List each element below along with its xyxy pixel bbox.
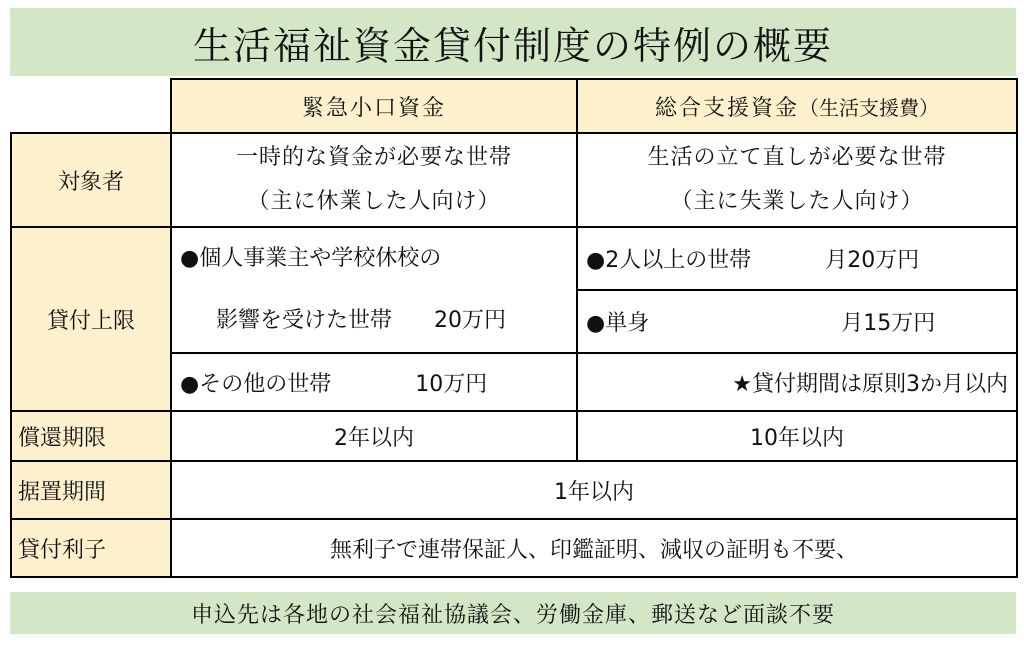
table-row-deferment xyxy=(11,461,1017,519)
target-general-line1: 生活の立て直しが必要な世帯 xyxy=(647,145,947,170)
table-row-interest xyxy=(11,519,1017,577)
table-row-limit-1 xyxy=(11,227,1017,290)
limit-general-item1-amount: 月20万円 xyxy=(825,248,920,273)
limit-general-note: ★貸付期間は原則3か月以内 xyxy=(732,371,1008,397)
target-emergency-cell xyxy=(171,133,577,227)
row-label-limit: 貸付上限 xyxy=(11,227,171,411)
target-general-line2: （主に失業した人向け） xyxy=(670,189,924,214)
limit-general-item2-cell xyxy=(577,290,1017,353)
column-header-emergency: 緊急小口資金 xyxy=(171,79,577,133)
limit-emergency-item1-cell xyxy=(171,227,577,353)
target-emergency-line2: （主に休業した人向け） xyxy=(247,189,501,214)
limit-general-item1-cell xyxy=(577,227,1017,290)
repayment-general: 10年以内 xyxy=(577,411,1017,461)
target-general-cell xyxy=(577,133,1017,227)
row-label-repayment: 償還期限 xyxy=(11,411,171,461)
limit-general-item1: ●2人以上の世帯 xyxy=(586,248,752,273)
limit-emergency-item1-line2: 影響を受けた世帯 xyxy=(216,308,393,333)
footer-note: 申込先は各地の社会福祉協議会、労働金庫、郵送など面談不要 xyxy=(10,592,1016,634)
table-row-repayment xyxy=(11,411,1017,461)
limit-general-note-cell xyxy=(577,353,1017,411)
limit-emergency-item1-line1: ●個人事業主や学校休校の xyxy=(180,246,442,271)
target-emergency-line1: 一時的な資金が必要な世帯 xyxy=(235,145,512,170)
row-label-deferment: 据置期間 xyxy=(11,461,171,519)
limit-emergency-item2: ●その他の世帯 xyxy=(180,371,332,397)
page-title: 生活福祉資金貸付制度の特例の概要 xyxy=(10,8,1016,76)
limit-emergency-item1-line2-wrap xyxy=(180,290,576,352)
table-header-row xyxy=(11,79,1017,133)
limit-general-item2-amount: 月15万円 xyxy=(841,311,936,336)
table-row-target xyxy=(11,133,1017,227)
row-label-target: 対象者 xyxy=(11,133,171,227)
column-header-general xyxy=(577,79,1017,133)
column-header-general-label: 総合支援資金 xyxy=(654,95,799,121)
interest-value: 無利子で連帯保証人、印鑑証明、減収の証明も不要、 xyxy=(171,519,1017,577)
limit-emergency-item1-amount: 20万円 xyxy=(434,308,507,333)
row-label-interest: 貸付利子 xyxy=(11,519,171,577)
column-header-general-note: （生活支援費） xyxy=(799,95,939,120)
limit-general-item2: ●単身 xyxy=(586,311,650,336)
repayment-emergency: 2年以内 xyxy=(171,411,577,461)
header-blank-cell xyxy=(11,79,171,133)
overview-table xyxy=(10,78,1018,578)
deferment-value: 1年以内 xyxy=(171,461,1017,519)
limit-emergency-item2-amount: 10万円 xyxy=(415,371,488,397)
limit-emergency-item2-cell xyxy=(171,353,577,411)
